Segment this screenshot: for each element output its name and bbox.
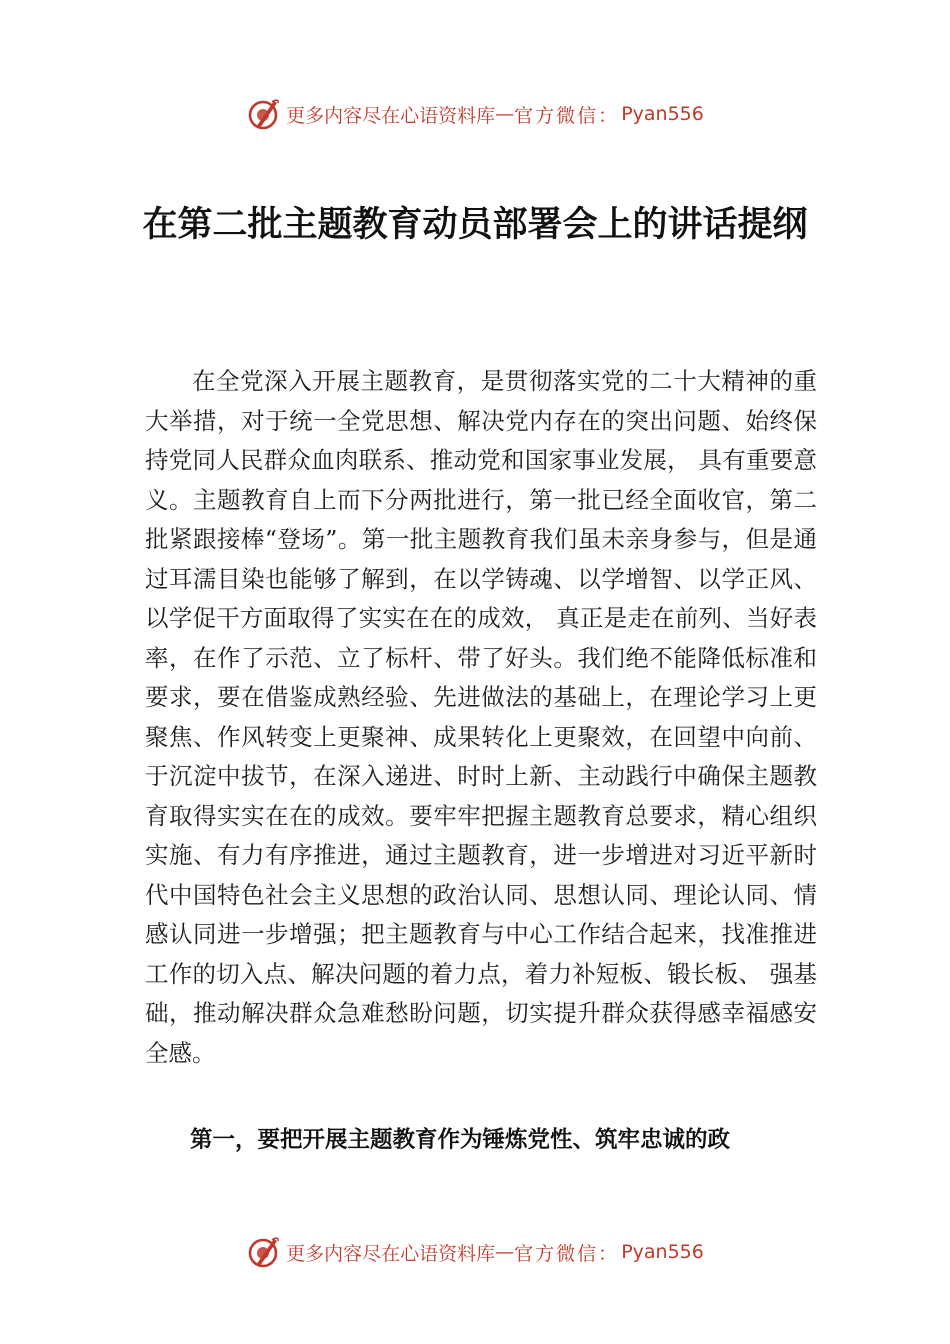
- quill-seal-icon: [246, 1235, 280, 1269]
- watermark-contact-id: Pyan556: [621, 103, 704, 125]
- watermark-brand: 更多内容尽在心语资料库: [286, 104, 496, 127]
- section-heading: 第一，要把开展主题教育作为锤炼党性、筑牢忠诚的政: [190, 1127, 731, 1153]
- watermark-contact-id: Pyan556: [621, 1241, 704, 1263]
- footer-watermark: [0, 1232, 950, 1272]
- watermark-contact-label: 官方微信：: [514, 104, 620, 127]
- document-title: 在第二批主题教育动员部署会上的讲话提纲: [142, 204, 808, 245]
- watermark-contact-label: 官方微信：: [514, 1242, 620, 1265]
- body-paragraph: 在全党深入开展主题教育，是贯彻落实党的二十大精神的重大举措，对于统一全党思想、解决党内存在的突出问题、始终保持党同人民群众血肉联系、推动党和国家事业发展， 具有重要意义。主题教育自上而下分两批进行，第一批已经全面收官，第二批紧跟接棒“登场”。第一批主题教育我们虽未亲身参与，但是通过耳濡目染也能够了解到，在以学铸魂、以学增智、以学正风、以学促干方面取得了实实在在的成效， 真正是走在前列、当好表率，在作了示范、立了标杆、带了好头。我们绝不能降低标准和要求，要在借鉴成熟经验、先进做法的基础上，在理论学习上更聚焦、作风转变上更聚神、成果转化上更聚效，在回望中向前、于沉淀中拔节，在深入递进、时时上新、主动践行中确保主题教育取得实实在在的成效。要牢牢把握主题教育总要求，精心组织实施、有力有序推进，通过主题教育，进一步增进对习近平新时代中国特色社会主义思想的政治认同、思想认同、理论认同、情感认同进一步增强；把主题教育与中心工作结合起来，找准推进工作的切入点、解决问题的着力点，着力补短板、锻长板、 强基础，推动解决群众急难愁盼问题，切实提升群众获得感幸福感安全感。: [145, 367, 817, 1067]
- quill-seal-icon: [246, 97, 280, 131]
- watermark-brand: 更多内容尽在心语资料库: [286, 1242, 496, 1265]
- watermark-separator: —: [495, 1241, 515, 1263]
- watermark-separator: —: [495, 103, 515, 125]
- header-watermark: [0, 94, 950, 134]
